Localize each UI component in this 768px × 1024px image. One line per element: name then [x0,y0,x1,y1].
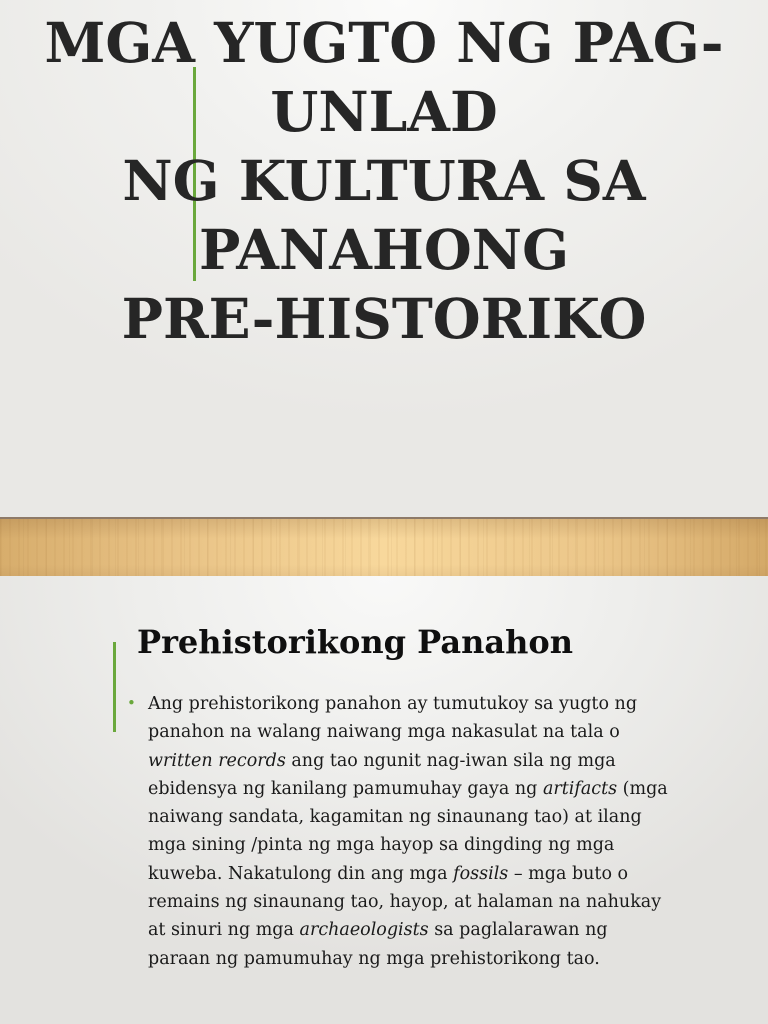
bullet-line-9-pre: at sinuri ng mga [148,920,300,941]
bullet-line-4 [148,775,748,803]
main-title-line-3: NG KULTURA SA [122,148,646,213]
bullet-line-4-pre: ebidensya ng kanilang pamumuhay gaya ng [148,778,543,799]
main-title-line-2: UNLAD [270,79,498,144]
section-heading: Prehistorikong Panahon [137,623,573,661]
bullet-paragraph [148,690,748,973]
main-title-line-1: MGA YUGTO NG PAG- [44,10,724,75]
main-title-line-5: PRE-HISTORIKO [121,286,647,351]
bullet-line-7 [148,860,748,888]
bullet-line-2: panahon na walang naiwang mga nakasulat na tala o [148,722,620,743]
bullet-line-7-pre: kuweba. Nakatulong din ang mga [148,863,454,884]
bullet-line-9-italic: archaeologists [299,920,429,941]
main-title [0,8,768,353]
wood-band-shading [0,519,768,576]
bullet-line-7-italic: fossils [453,863,509,884]
bullet-line-10: paraan ng pamumuhay ng mga prehistorikong tao. [148,948,600,969]
bullet-line-4-italic: artifacts [542,778,618,799]
bullet-line-7-post: – mga buto o [508,863,629,884]
bullet-line-1: Ang prehistorikong panahon ay tumutukoy sa yugto ng [148,694,638,714]
bullet-line-5: naiwang sandata, kagamitan ng sinaunang tao) at ilang [148,807,642,828]
bullet-line-9-post: sa paglalarawan ng [428,920,608,941]
bullet-dot-icon: • [127,694,136,712]
bullet-line-3-italic: written records [148,750,286,771]
bullet-line-4-post: (mga [617,778,668,799]
main-title-line-4: PANAHONG [198,217,570,282]
bullet-line-9 [148,916,748,944]
bullet-line-8: remains ng sinaunang tao, hayop, at halaman na nahukay [148,892,662,913]
content-slide [0,576,768,1024]
bullet-line-3 [148,747,748,775]
bullet-line-3-rest: ang tao ngunit nag-iwan sila ng mga [285,750,616,771]
content-accent-bar [113,642,116,732]
bullet-line-6: mga sining /pinta ng mga hayop sa dingding ng mga [148,835,615,856]
wood-divider-band [0,517,768,576]
